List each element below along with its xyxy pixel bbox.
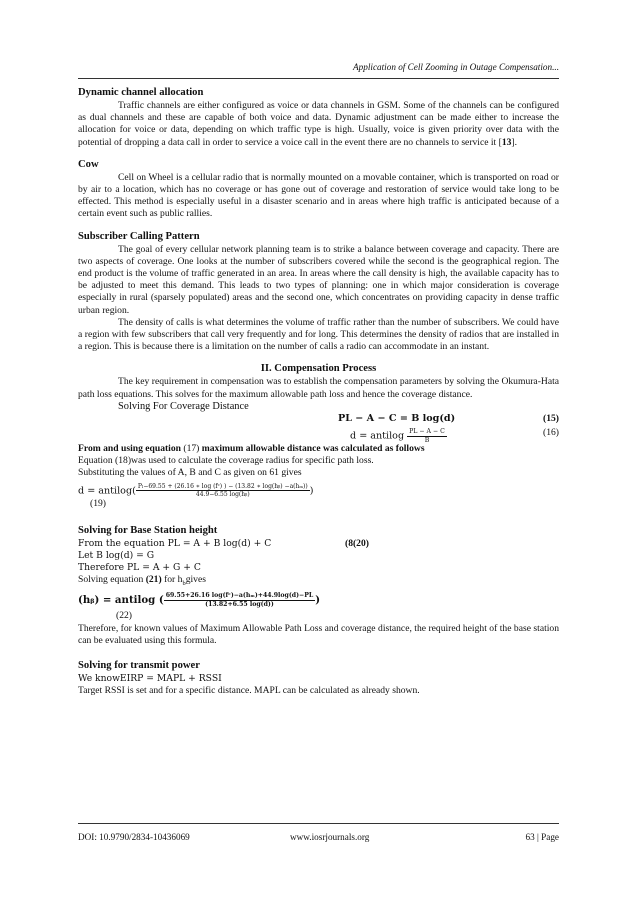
eq16-denominator: B [424, 436, 430, 444]
from-eq-ref: (17) [183, 443, 200, 455]
eq19-close: ) [309, 485, 314, 497]
section-title-dca: Dynamic channel allocation [78, 87, 204, 98]
eq16-numerator: PL − A − C [409, 428, 445, 436]
bs-line-1-text: From the equation PL = A + B log(d) + C [78, 537, 272, 549]
eq19-number: (19) [90, 497, 106, 509]
article-body [78, 86, 559, 697]
paragraph-cow: Cell on Wheel is a cellular radio that is normally mounted on a movable container, which is transported on road or by air to a location, which has no coverage or has gone out of coverage and restoration of service would take long to be effected. This method is especially useful in a disaster scenario and in areas where high traffic is anticipated because of a certain event such as public rallies. [78, 171, 559, 220]
eq22-lhs: (hᵦ) = antilog [78, 594, 156, 607]
eq15-expr: PL − A − C = B log(d) [338, 413, 456, 425]
section-title-tp: Solving for transmit power [78, 660, 200, 671]
section-title-compensation: II. Compensation Process [260, 363, 377, 375]
bs-line-1 [78, 538, 559, 550]
equation-16 [78, 427, 559, 443]
bs-line-2: Let B log(d) = G [78, 549, 155, 561]
tp-line-2: Target RSSI is set and for a specific distance. MAPL can be calculated as already shown. [78, 685, 420, 697]
eq22-number: (22) [116, 610, 132, 622]
eq15-number: (15) [543, 413, 559, 425]
bs-line-4-b: for h [161, 574, 183, 586]
eq16-lhs: d = antilog [350, 430, 408, 442]
paragraph-dca [78, 100, 559, 149]
dca-text: Traffic channels are either configured as voice or data channels in GSM. Some of the channels can be configured as dual channels and these are capable of both voice and data. Dynamic adjustment can be made either to increase the allocation for voice or data, depending on which traffic type is high. Usually, voice is given priority over data with the potential of dropping a data call in order to service a voice call in the event there are no channels to service it [ [78, 100, 559, 148]
bs-line-4-sub: b [182, 580, 186, 588]
bs-line-4-a: Solving equation [78, 574, 146, 586]
from-eq-a: From and using equation [78, 443, 184, 455]
eq22-fraction [164, 592, 316, 608]
bs-line-1-number: (8(20) [345, 537, 369, 549]
equation-22 [78, 590, 559, 610]
eq22-numerator: 69.55+26.16 log(fᶜ)−a(hₘ)+44.9log(d)−PL [165, 592, 314, 600]
footer-site: www.iosrjournals.org [290, 832, 370, 842]
eq19-lhs: d = antilog( [78, 485, 136, 497]
equation-15 [78, 413, 559, 427]
bs-line-4-c: gives [185, 574, 206, 586]
eq19-denominator: 44.9−6.55 log⁡(hᵦ) [195, 491, 250, 499]
dca-ref: 13 [501, 136, 512, 148]
eq19-expr [78, 483, 313, 499]
footer-rule [78, 823, 559, 824]
section-title-cow: Cow [78, 158, 99, 170]
bs-line-3: Therefore PL = A + G + C [78, 562, 201, 574]
paragraph-bs: Therefore, for known values of Maximum Allowable Path Loss and coverage distance, the required height of the base station can be evaluated using this formula. [78, 622, 559, 646]
footer-page: 63 | Page [525, 832, 559, 842]
dca-end: ]. [511, 136, 518, 148]
paragraph-scp-2: The density of calls is what determines the volume of traffic rather than the number of subscribers. We could have a region with few subscribers that call very frequently and for long. This determines the density of radios that are installed in a region. This is because there is a limitation on the number of calls a radio can accommodate in an instant. [78, 316, 559, 353]
section-title-bs: Solving for Base Station height [78, 524, 218, 536]
eq16-expr [350, 428, 447, 444]
eq18-line: Equation (18)was used to calculate the coverage radius for specific path loss. [78, 455, 374, 467]
header-rule [78, 78, 559, 79]
eq16-fraction [407, 428, 447, 444]
equation-19 [78, 480, 559, 498]
bs-line-4-ref: (21) [145, 574, 162, 586]
bs-line-4 [78, 574, 559, 590]
eq22-denominator: (13.82+6.55 log(d)) [205, 600, 274, 608]
running-header: Application of Cell Zooming in Outage Compensation... [353, 62, 559, 72]
paragraph-compensation: The key requirement in compensation was to establish the compensation parameters by solving the Okumura-Hata path loss equations. This solves for the maximum allowable path loss and hence the coverage distance. [78, 376, 559, 400]
eq16-number: (16) [543, 427, 559, 439]
footer-doi: DOI: 10.9790/2834-10436069 [78, 832, 190, 842]
from-eq-line [78, 443, 559, 455]
subst-line: Substituting the values of A, B and C as given on 61 gives [78, 467, 302, 479]
paragraph-scp-1: The goal of every cellular network planning team is to strike a balance between coverage and capacity. There are two aspects of coverage. One looks at the number of subscribers covered while the second is the geographical region. The end product is the volume of traffic generated in an area. In areas where the call density is high, the available capacity has to be adjusted to meet this demand. This leads to two types of planning: one in which major consideration is coverage especially in rural (sparsely populated) areas and the second one, which concentrates on providing capacity in dense traffic urban region. [78, 243, 559, 316]
subheading-coverage: Solving For Coverage Distance [118, 400, 249, 412]
eq19-fraction [136, 483, 310, 499]
from-eq-b: maximum allowable distance was calculated as follows [199, 443, 425, 455]
eq22-expr: (hᵦ) = antilog ( $\frac{\text{69.55+26.16 log(fᶜ)−a(hₘ)+44.9log(d)−PL}}{(13.82+6.55 \log(d))}$ ) [78, 592, 321, 608]
section-title-scp: Subscriber Calling Pattern [78, 230, 200, 242]
tp-line-1: We knowEIRP = MAPL + RSSI [78, 673, 222, 684]
eq19-numerator: Pₗ−69.55 + (26.16 ∗ log (fᶜ) ) − (13.82 ∗ log(hᵦ) −a(hₘ)) [137, 482, 308, 490]
